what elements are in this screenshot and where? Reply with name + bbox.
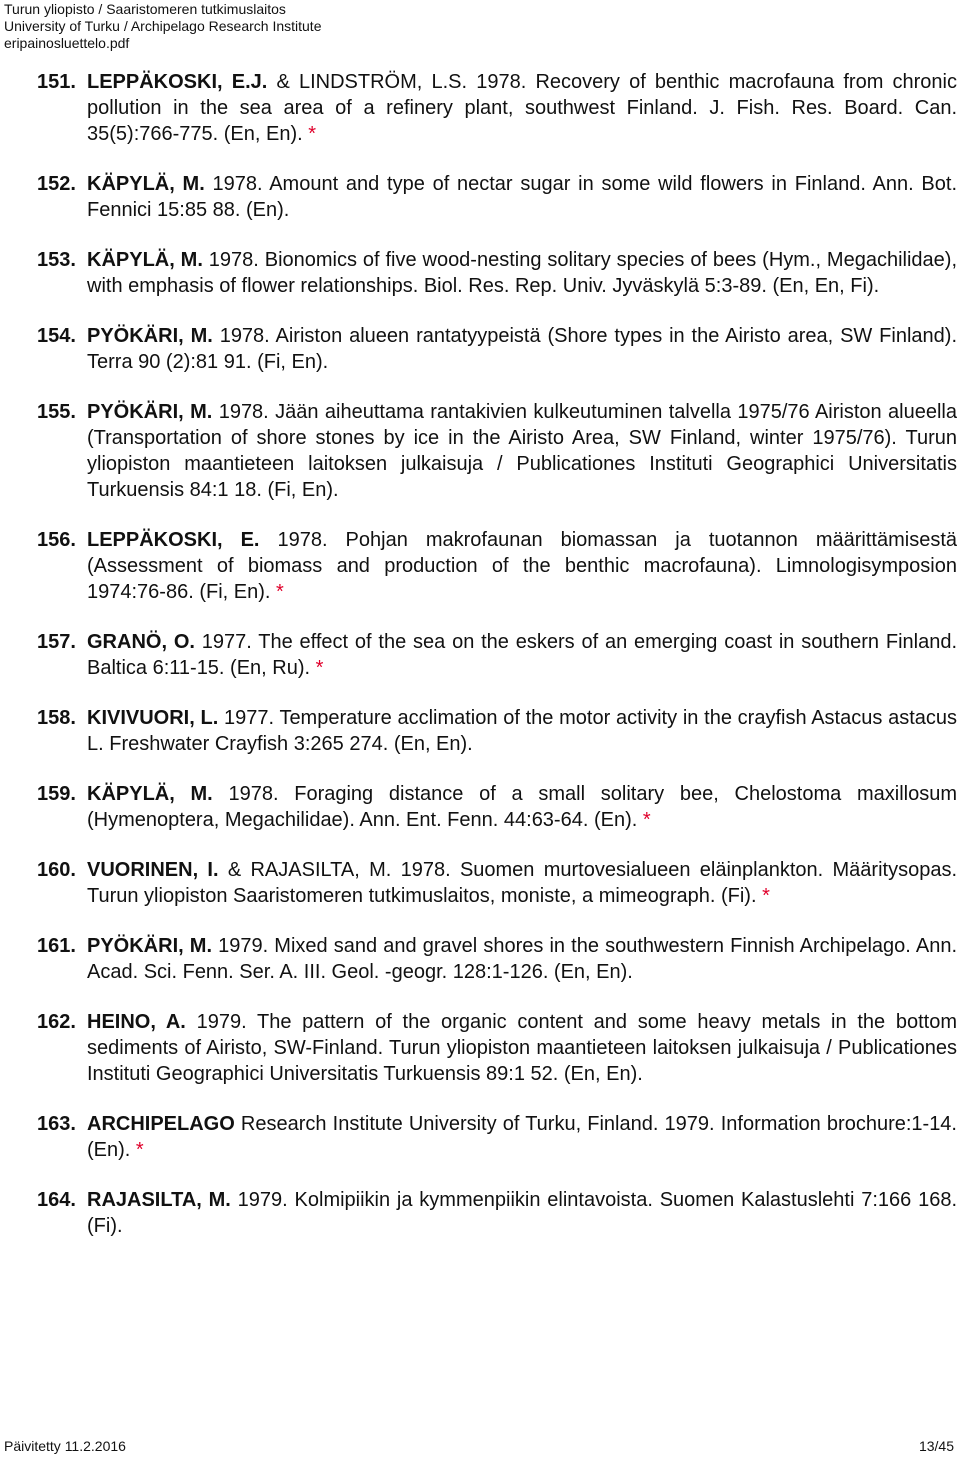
header-institution-en: University of Turku / Archipelago Research Institute	[4, 18, 322, 34]
entry-author: PYÖKÄRI, M.	[87, 325, 213, 347]
entry-citation: & LINDSTRÖM, L.S. 1978. Recovery of benthic macrofauna from chronic pollution in the sea area of a refinery plant, southwest Finland. J. Fish. Res. Board. Can. 35(5):766-775. (En, En).	[87, 71, 957, 145]
entry-citation: & RAJASILTA, M. 1978. Suomen murtovesialueen eläinplankton. Määritysopas. Turun yliopiston Saaristomeren tutkimuslaitos, moniste, a mimeograph. (Fi).	[87, 859, 957, 907]
page-header	[4, 1, 321, 52]
entry-citation: 1979. Mixed sand and gravel shores in the southwestern Finnish Archipelago. Ann. Acad. Sci. Fenn. Ser. A. III. Geol. -geogr. 128:1-126. (En, En).	[87, 935, 957, 983]
entry-number: 163.	[37, 1113, 76, 1135]
entry-citation: 1978. Foraging distance of a small solitary bee, Chelostoma maxillosum (Hymenoptera, Megachilidae). Ann. Ent. Fenn. 44:63-64. (En).	[87, 783, 957, 831]
asterisk-mark: *	[308, 123, 317, 145]
entry-author: KÄPYLÄ, M.	[87, 249, 203, 271]
entry-text	[87, 247, 957, 299]
updated-date: Päivitetty 11.2.2016	[4, 1438, 126, 1454]
publication-entry-153	[37, 247, 957, 299]
entry-number: 161.	[37, 935, 76, 957]
entry-author: VUORINEN, I.	[87, 859, 219, 881]
entry-citation: 1977. Temperature acclimation of the motor activity in the crayfish Astacus astacus L. Freshwater Crayfish 3:265 274. (En, En).	[87, 707, 957, 755]
entry-number: 159.	[37, 783, 76, 805]
publication-entry-151	[37, 69, 957, 147]
header-institution-fi: Turun yliopisto / Saaristomeren tutkimuslaitos	[4, 1, 286, 17]
asterisk-mark: *	[315, 657, 324, 679]
entry-number: 160.	[37, 859, 76, 881]
publication-entry-155	[37, 399, 957, 503]
entry-author: PYÖKÄRI, M.	[87, 401, 213, 423]
publication-entry-158	[37, 705, 957, 757]
entry-author: ARCHIPELAGO	[87, 1113, 235, 1135]
entry-number: 157.	[37, 631, 76, 653]
asterisk-mark: *	[275, 581, 284, 603]
publication-entry-161	[37, 933, 957, 985]
entry-text	[87, 1111, 957, 1163]
entry-citation: 1978. Jään aiheuttama rantakivien kulkeutuminen talvella 1975/76 Airiston alueella (Transportation of shore stones by ice in the Airisto Area, SW Finland, winter 1975/76). Turun yliopiston maantieteen laitoksen julkaisuja / Publicationes Instituti Geographici Universitatis Turkuensis 84:1 18. (Fi, En).	[87, 401, 957, 501]
entry-number: 164.	[37, 1189, 76, 1211]
publication-entry-157	[37, 629, 957, 681]
entry-author: HEINO, A.	[87, 1011, 186, 1033]
asterisk-mark: *	[642, 809, 651, 831]
entry-text	[87, 1187, 957, 1239]
entry-text	[87, 399, 957, 503]
publication-entry-156	[37, 527, 957, 605]
entry-citation: 1977. The effect of the sea on the eskers of an emerging coast in southern Finland. Baltica 6:11-15. (En, Ru).	[87, 631, 958, 679]
entry-author: LEPPÄKOSKI, E.J.	[87, 71, 268, 93]
entry-text	[87, 527, 957, 605]
publication-list	[37, 69, 957, 1263]
entry-number: 151.	[37, 71, 76, 93]
entry-text	[87, 1009, 957, 1087]
entry-text	[87, 857, 957, 909]
entry-text	[87, 933, 957, 985]
entry-citation: 1979. The pattern of the organic content and some heavy metals in the bottom sediments of Airisto, SW-Finland. Turun yliopiston maantieteen laitoksen julkaisuja / Publicationes Instituti Geographici Universitatis Turkuensis 89:1 52. (En, En).	[87, 1011, 957, 1085]
page-number: 13/45	[918, 1438, 954, 1454]
publication-entry-163	[37, 1111, 957, 1163]
header-filename: eripainosluettelo.pdf	[4, 35, 130, 51]
asterisk-mark: *	[135, 1139, 144, 1161]
entry-citation: 1979. Kolmipiikin ja kymmenpiikin elintavoista. Suomen Kalastuslehti 7:166 168. (Fi).	[87, 1189, 957, 1237]
page-footer	[4, 1438, 954, 1455]
entry-author: GRANÖ, O.	[87, 631, 195, 653]
publication-entry-159	[37, 781, 957, 833]
entry-author: KÄPYLÄ, M.	[87, 173, 205, 195]
entry-number: 155.	[37, 401, 76, 423]
entry-number: 158.	[37, 707, 76, 729]
entry-number: 152.	[37, 173, 76, 195]
entry-citation: 1978. Bionomics of five wood-nesting solitary species of bees (Hym., Megachilidae), with emphasis of flower relationships. Biol. Res. Rep. Univ. Jyväskylä 5:3-89. (En, En, Fi).	[87, 249, 957, 297]
entry-text	[87, 69, 957, 147]
entry-text	[87, 629, 957, 681]
publication-entry-164	[37, 1187, 957, 1239]
entry-citation: 1978. Airiston alueen rantatyypeistä (Shore types in the Airisto area, SW Finland). Terra 90 (2):81 91. (Fi, En).	[87, 325, 957, 373]
publication-entry-154	[37, 323, 957, 375]
entry-citation: 1978. Amount and type of nectar sugar in some wild flowers in Finland. Ann. Bot. Fennici 15:85 88. (En).	[87, 173, 958, 221]
asterisk-mark: *	[762, 885, 770, 907]
entry-text	[87, 171, 957, 223]
entry-author: LEPPÄKOSKI, E.	[87, 529, 260, 551]
entry-number: 156.	[37, 529, 76, 551]
entry-author: KIVIVUORI, L.	[87, 707, 219, 729]
entry-citation: Research Institute University of Turku, Finland. 1979. Information brochure:1-14. (En).	[87, 1113, 957, 1161]
publication-entry-152	[37, 171, 957, 223]
entry-author: RAJASILTA, M.	[87, 1189, 231, 1211]
entry-text	[87, 323, 957, 375]
entry-number: 153.	[37, 249, 76, 271]
publication-entry-160	[37, 857, 957, 909]
publication-entry-162	[37, 1009, 957, 1087]
entry-citation: 1978. Pohjan makrofaunan biomassan ja tuotannon määrittämisestä (Assessment of biomass and production of the benthic macrofauna). Limnologisymposion 1974:76-86. (Fi, En).	[87, 529, 957, 603]
entry-number: 162.	[37, 1011, 76, 1033]
entry-author: KÄPYLÄ, M.	[87, 783, 213, 805]
entry-number: 154.	[37, 325, 76, 347]
entry-author: PYÖKÄRI, M.	[87, 935, 213, 957]
entry-text	[87, 705, 957, 757]
entry-text	[87, 781, 957, 833]
